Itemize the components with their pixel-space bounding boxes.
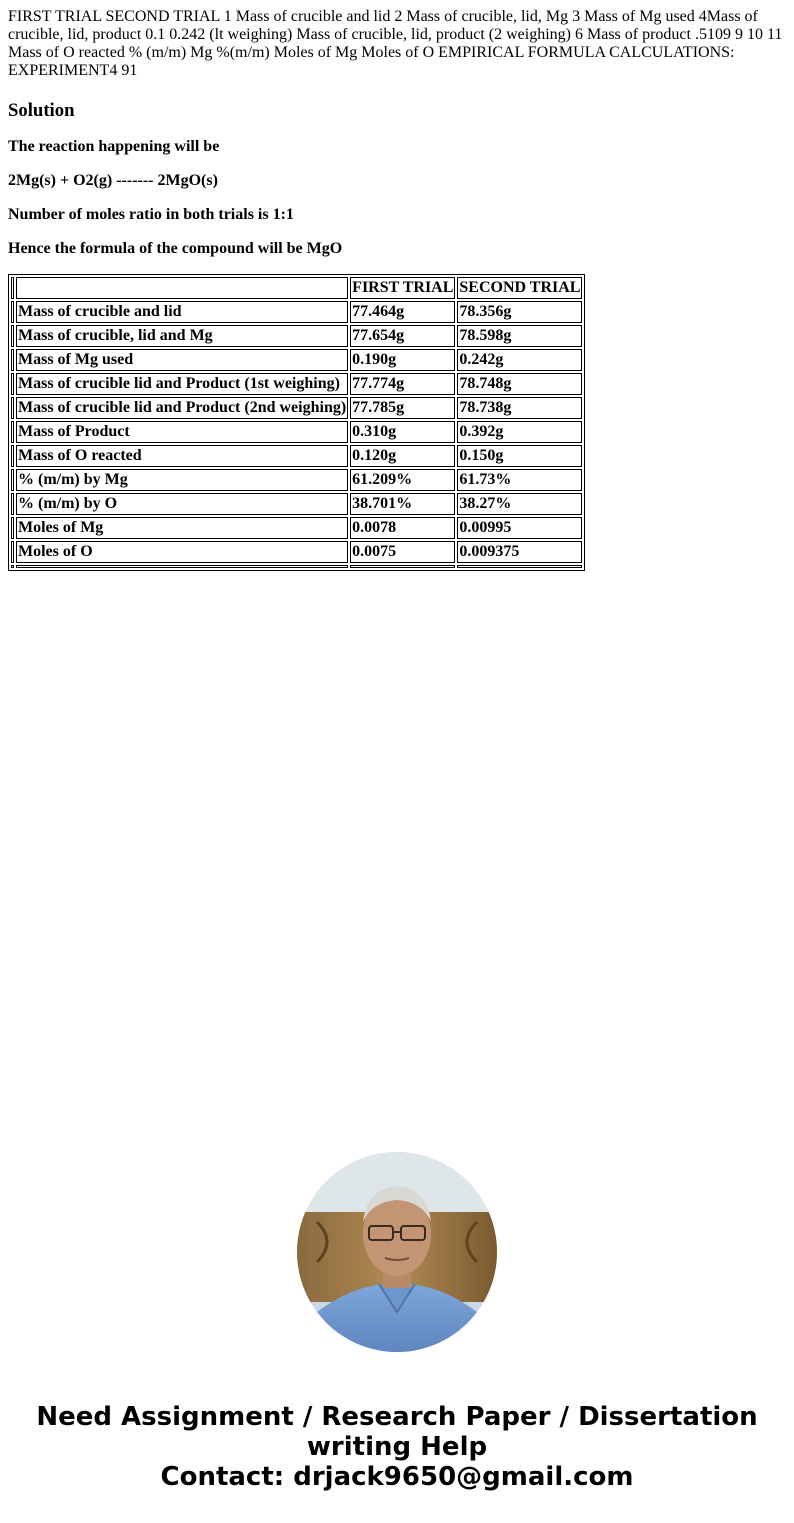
row-label-cell: Mass of Mg used	[16, 349, 348, 371]
solution-heading: Solution	[8, 100, 75, 121]
row-spacer-cell	[11, 517, 14, 539]
row-spacer-cell	[11, 349, 14, 371]
row-label-cell: Mass of crucible lid and Product (2nd weighing)	[16, 397, 348, 419]
first-trial-cell: 0.0078	[350, 517, 455, 539]
second-trial-cell: 0.00995	[457, 517, 582, 539]
empty-cell	[350, 565, 455, 568]
row-label-cell: Mass of O reacted	[16, 445, 348, 467]
row-spacer-cell	[11, 397, 14, 419]
row-label-cell: Mass of crucible, lid and Mg	[16, 325, 348, 347]
table-row	[11, 349, 582, 371]
row-label-cell: Moles of O	[16, 541, 348, 563]
table-row	[11, 445, 582, 467]
second-trial-cell: 78.356g	[457, 301, 582, 323]
row-label-cell: % (m/m) by Mg	[16, 469, 348, 491]
first-trial-cell: 61.209%	[350, 469, 455, 491]
moles-ratio-text: Number of moles ratio in both trials is 1:1	[8, 206, 294, 223]
first-trial-cell: FIRST TRIAL	[350, 277, 455, 299]
promo-line-2: writing Help	[306, 1432, 488, 1462]
main-content	[8, 8, 788, 571]
author-avatar	[297, 1152, 497, 1352]
row-label-cell: % (m/m) by O	[16, 493, 348, 515]
promo-line-1: Need Assignment / Research Paper / Dissertation	[36, 1402, 758, 1432]
empty-cell	[16, 565, 348, 568]
second-trial-cell: 78.738g	[457, 397, 582, 419]
row-spacer-cell	[11, 469, 14, 491]
reaction-intro: The reaction happening will be	[8, 138, 220, 155]
first-trial-cell: 77.774g	[350, 373, 455, 395]
row-label-cell: Mass of crucible lid and Product (1st weighing)	[16, 373, 348, 395]
table-row	[11, 493, 582, 515]
row-spacer-cell	[11, 445, 14, 467]
second-trial-cell: SECOND TRIAL	[457, 277, 582, 299]
table-empty-row	[11, 565, 582, 568]
row-spacer-cell	[11, 373, 14, 395]
promo-contact-line[interactable]: Contact: drjack9650@gmail.com	[160, 1462, 634, 1492]
second-trial-cell: 38.27%	[457, 493, 582, 515]
empty-cell	[11, 565, 14, 568]
second-trial-cell: 0.392g	[457, 421, 582, 443]
first-trial-cell: 77.654g	[350, 325, 455, 347]
first-trial-cell: 38.701%	[350, 493, 455, 515]
row-label-cell: Mass of crucible and lid	[16, 301, 348, 323]
row-spacer-cell	[11, 277, 14, 299]
second-trial-cell: 0.009375	[457, 541, 582, 563]
second-trial-cell: 61.73%	[457, 469, 582, 491]
question-text: FIRST TRIAL SECOND TRIAL 1 Mass of crucible and lid 2 Mass of crucible, lid, Mg 3 Mass of Mg used 4Mass of crucible, lid, product 0.1 0.242 (lt weighing) Mass of crucible, lid, product (2 weighing) 6 Mass of product .5109 9 10 11 Mass of O reacted % (m/m) Mg %(m/m) Moles of Mg Moles of O EMPIRICAL FORMULA CALCULATIONS: EXPERIMENT4 91	[8, 8, 783, 79]
second-trial-cell: 0.242g	[457, 349, 582, 371]
empty-cell	[457, 565, 582, 568]
row-spacer-cell	[11, 421, 14, 443]
table-row	[11, 517, 582, 539]
table-row	[11, 469, 582, 491]
second-trial-cell: 78.598g	[457, 325, 582, 347]
row-label-cell: Moles of Mg	[16, 517, 348, 539]
table-row	[11, 301, 582, 323]
table-row	[11, 325, 582, 347]
row-label-cell: Mass of Product	[16, 421, 348, 443]
first-trial-cell: 0.310g	[350, 421, 455, 443]
results-table	[8, 274, 585, 571]
row-label-cell	[16, 277, 348, 299]
table-row	[11, 541, 582, 563]
table-row	[11, 421, 582, 443]
row-spacer-cell	[11, 541, 14, 563]
table-header-row	[11, 277, 582, 299]
reaction-equation: 2Mg(s) + O2(g) ------- 2MgO(s)	[8, 172, 218, 189]
first-trial-cell: 77.785g	[350, 397, 455, 419]
table-row	[11, 373, 582, 395]
first-trial-cell: 0.120g	[350, 445, 455, 467]
row-spacer-cell	[11, 493, 14, 515]
row-spacer-cell	[11, 301, 14, 323]
promo-banner	[0, 1402, 794, 1492]
table-row	[11, 397, 582, 419]
second-trial-cell: 78.748g	[457, 373, 582, 395]
formula-conclusion: Hence the formula of the compound will be MgO	[8, 240, 343, 257]
first-trial-cell: 0.190g	[350, 349, 455, 371]
first-trial-cell: 0.0075	[350, 541, 455, 563]
second-trial-cell: 0.150g	[457, 445, 582, 467]
first-trial-cell: 77.464g	[350, 301, 455, 323]
row-spacer-cell	[11, 325, 14, 347]
